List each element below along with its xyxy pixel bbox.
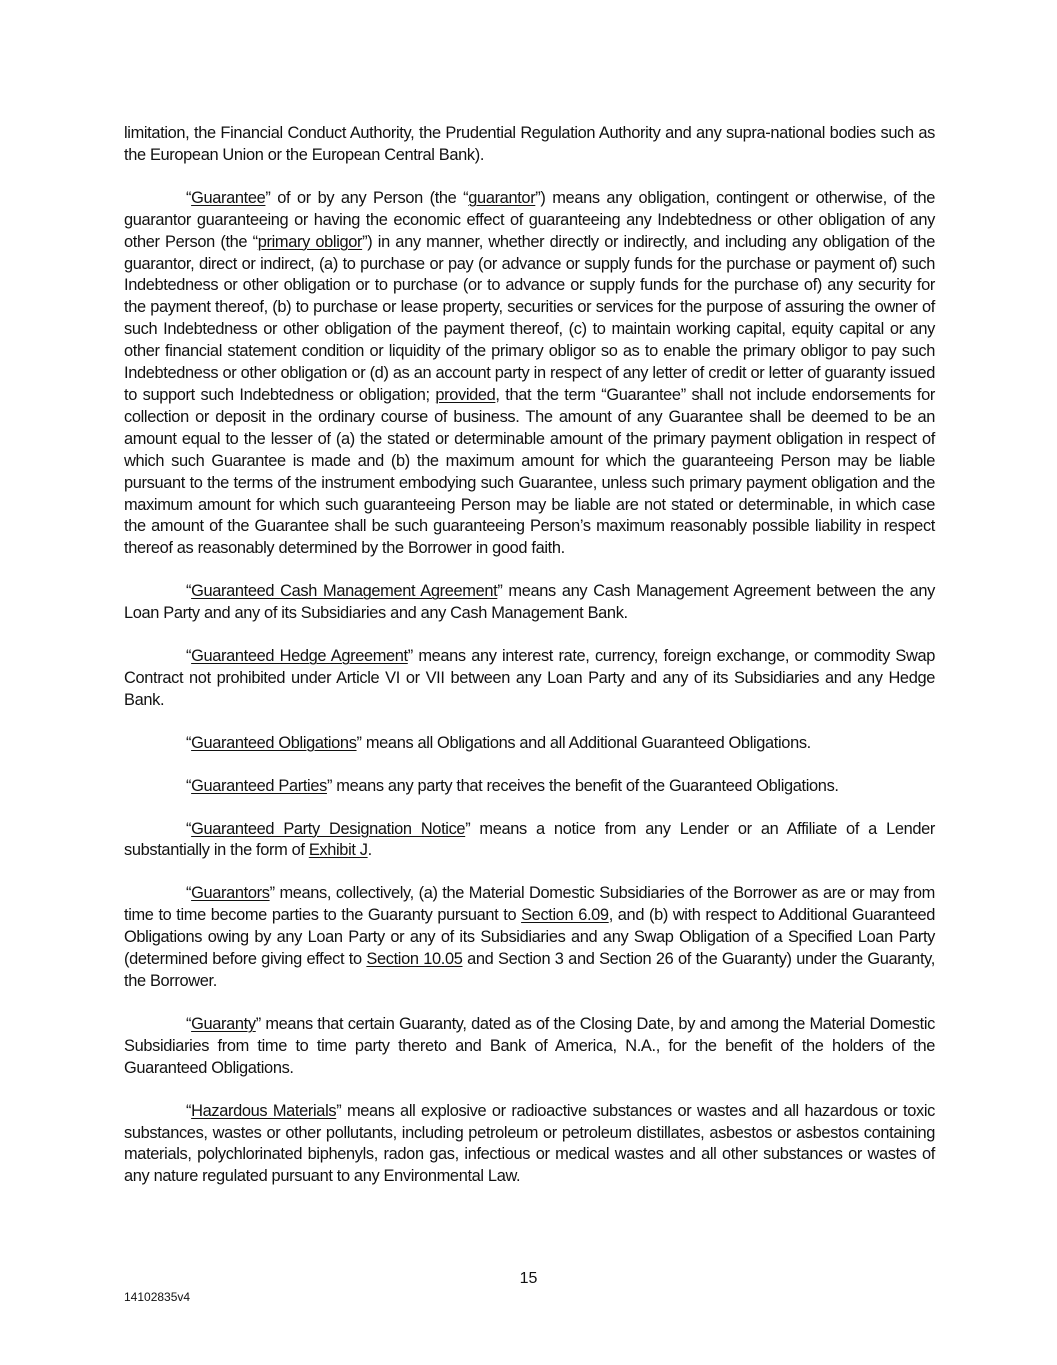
defined-term: Guaranteed Hedge Agreement bbox=[191, 647, 408, 666]
paragraph-text: “ bbox=[186, 1101, 192, 1120]
paragraph-text: ” of or by any Person (the “ bbox=[265, 188, 469, 207]
defined-term: Guarantee bbox=[191, 188, 266, 207]
defined-term: Guaranteed Cash Management Agreement bbox=[191, 582, 498, 601]
defined-term: guarantor bbox=[468, 188, 536, 207]
definition-guaranteed-hedge-agreement bbox=[124, 646, 935, 712]
paragraph-text: “ bbox=[186, 884, 192, 903]
definition-guarantee bbox=[124, 188, 935, 560]
paragraph-text: ”) in any manner, whether directly or indirectly, and including any obligation of the guarantor, direct or indirect, (a) to purchase or pay (or advance or supply funds for the purchase or payment of) such Indebtedness or other obligation or to purchase (or to advance or supply funds for the purchase of) any security for the payment thereof, (b) to purchase or lease property, securities or services for the purpose of assuring the owner of such Indebtedness or other obligation of the payment thereof, (c) to maintain working capital, equity capital or any other financial statement condition or liquidity of the primary obligor so as to enable the primary obligor to pay such Indebtedness or other obligation or (d) as an account party in respect of any letter of credit or letter of guaranty issued to support such Indebtedness or obligation; bbox=[124, 232, 935, 404]
definition-guarantors bbox=[124, 883, 935, 993]
paragraph-text: ”) means any obligation, contingent or otherwise, of the guarantor guaranteeing or having the economic effect of guaranteeing any Indebtedness or other obligation of any other Person (the “ bbox=[124, 188, 935, 251]
paragraph-text: “ bbox=[186, 188, 192, 207]
paragraph-text: ” means a notice from any Lender or an Affiliate of a Lender substantially in the form of bbox=[124, 819, 935, 860]
definition-guaranteed-cash-management-agreement bbox=[124, 581, 935, 625]
defined-term: Guaranty bbox=[191, 1014, 256, 1033]
defined-term: Exhibit J bbox=[308, 841, 368, 860]
paragraph-text: ” means all explosive or radioactive substances or wastes and all hazardous or toxic substances, wastes or other pollutants, including petroleum or petroleum distillates, asbestos or asbestos containing materials, polychlorinated biphenyls, radon gas, infectious or medical wastes and all other substances or wastes of any nature regulated pursuant to any Environmental Law. bbox=[124, 1101, 935, 1186]
paragraph-text: ” means any Cash Management Agreement between the any Loan Party and any of its Subsidiaries and any Cash Management Bank. bbox=[124, 582, 935, 623]
defined-term: Guarantors bbox=[191, 884, 270, 903]
paragraph-text: ” means that certain Guaranty, dated as of the Closing Date, by and among the Material Domestic Subsidiaries from time to time party thereto and Bank of America, N.A., for the benefit of the holders of the Guaranteed Obligations. bbox=[124, 1014, 935, 1077]
definition-guaranteed-party-designation-notice bbox=[124, 819, 935, 863]
defined-term: Section 10.05 bbox=[366, 950, 463, 969]
defined-term: provided bbox=[435, 385, 496, 404]
paragraph-text: and Section 3 and Section 26 of the Guaranty) under the Guaranty, the Borrower. bbox=[124, 950, 935, 990]
paragraph-text: , that the term “Guarantee” shall not include endorsements for collection or deposit in the ordinary course of business. The amount of any Guarantee shall be deemed to be an amount equal to the lesser of (a) the stated or determinable amount of the primary payment obligation in respect of which such Guarantee is made and (b) the maximum amount for which the guaranteeing Person may be liable pursuant to the terms of the instrument embodying such Guarantee, unless such primary payment obligation and the maximum amount for which such guaranteeing Person may be liable are not stated or determinable, in which case the amount of the Guarantee shall be such guaranteeing Person’s maximum reasonably possible liability in respect thereof as reasonably determined by the Borrower in good faith. bbox=[124, 385, 936, 558]
paragraph-text: ” means any party that receives the benefit of the Guaranteed Obligations. bbox=[326, 776, 839, 795]
definition-hazardous-materials bbox=[124, 1101, 935, 1189]
paragraph-text: , and (b) with respect to Additional Guaranteed Obligations owing by any Loan Party or any of its Subsidiaries and any Swap Obligation of a Specified Loan Party (determined before giving effect to bbox=[124, 906, 935, 969]
defined-term: primary obligor bbox=[257, 232, 363, 251]
defined-term: Guaranteed Parties bbox=[191, 776, 327, 795]
page-number: 15 bbox=[519, 1270, 538, 1287]
definition-guaranty bbox=[124, 1014, 935, 1080]
defined-term: Guaranteed Party Designation Notice bbox=[191, 819, 466, 838]
paragraph-text: “ bbox=[186, 1014, 192, 1033]
defined-term: Hazardous Materials bbox=[191, 1101, 337, 1120]
definition-guaranteed-obligations bbox=[124, 733, 935, 755]
defined-term: Guaranteed Obligations bbox=[191, 733, 357, 752]
paragraph-text: “ bbox=[186, 776, 192, 795]
paragraph-text: “ bbox=[186, 647, 192, 666]
paragraph-text: ” means, collectively, (a) the Material Domestic Subsidiaries of the Borrower as are or may from time to time become parties to the Guaranty pursuant to bbox=[124, 884, 935, 925]
defined-term: Section 6.09 bbox=[521, 906, 609, 925]
document-id: 14102835v4 bbox=[124, 1290, 191, 1304]
definition-guaranteed-parties bbox=[124, 776, 935, 798]
paragraph-text: . bbox=[367, 841, 372, 860]
paragraph-supra-national-bodies bbox=[124, 123, 935, 167]
paragraph-text: ” means all Obligations and all Additional Guaranteed Obligations. bbox=[356, 733, 811, 752]
document-body bbox=[124, 123, 935, 1209]
paragraph-text: limitation, the Financial Conduct Authority, the Prudential Regulation Authority and any supra-national bodies such as the European Union or the European Central Bank). bbox=[124, 124, 935, 164]
paragraph-text: “ bbox=[186, 733, 192, 752]
paragraph-text: “ bbox=[186, 582, 192, 601]
paragraph-text: ” means any interest rate, currency, foreign exchange, or commodity Swap Contract not prohibited under Article VI or VII between any Loan Party and any of its Subsidiaries and any Hedge Bank. bbox=[124, 647, 935, 709]
paragraph-text: “ bbox=[186, 819, 192, 838]
